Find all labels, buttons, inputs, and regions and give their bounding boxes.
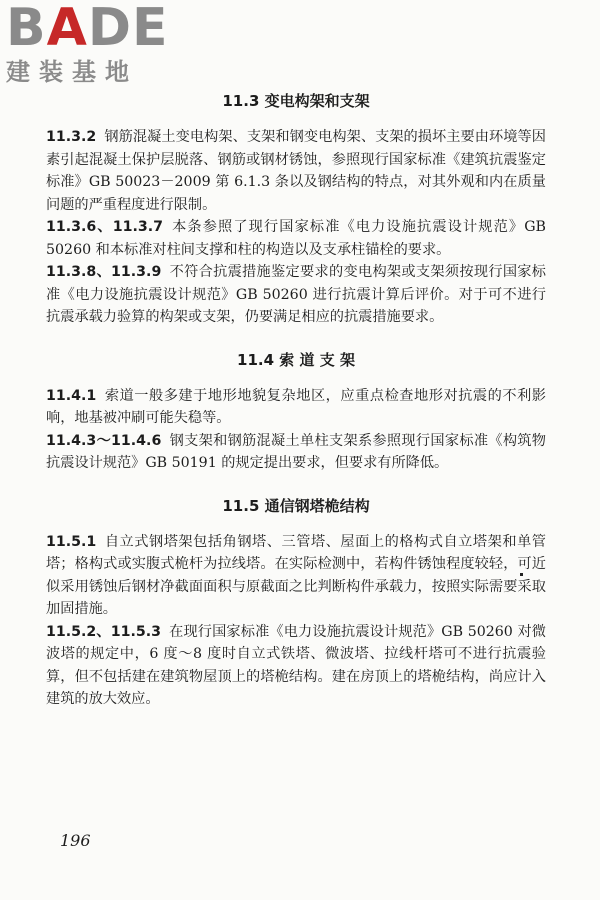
clause-number: 11.4.3～11.4.6 [46, 432, 162, 449]
paragraph [46, 621, 546, 711]
logo-wordmark: BADE [6, 0, 169, 58]
section-title-11-5: 11.5 通信钢塔桅结构 [222, 496, 370, 515]
clause-text: 钢筋混凝土变电构架、支架和钢变电构架、支架的损坏主要由环境等因素引起混凝土保护层脱落、钢筋或钢材锈蚀，参照现行国家标准《建筑抗震鉴定标准》GB 50023－2009 第 6.1.3 条以及钢结构的特点，对其外观和内在质量问题的严重程度进行限制。 [46, 129, 546, 213]
clause-number: 11.3.6、11.3.7 [46, 219, 163, 235]
paragraph [46, 531, 546, 621]
paragraph [46, 216, 546, 261]
paragraph [46, 385, 546, 430]
clause-text: 钢支架和钢筋混凝土单柱支架系参照现行国家标准《构筑物抗震设计规范》GB 50191 的规定提出要求，但要求有所降低。 [46, 432, 546, 471]
page-content [46, 86, 546, 711]
logo-subtitle: 建装基地 [6, 58, 138, 86]
clause-text: 不符合抗震措施鉴定要求的变电构架或支架须按现行国家标准《电力设施抗震设计规范》GB 50260 进行抗震计算后评价。对于可不进行抗震承载力验算的构架或支架，仍要满足相应的抗震措施要求。 [46, 264, 546, 325]
scan-speck [520, 573, 523, 576]
clause-text: 自立式钢塔架包括角钢塔、三管塔、屋面上的格构式自立塔架和单管塔；格构式或实腹式桅杆为拉线塔。在实际检测中，若构件锈蚀程度较轻，可近似采用锈蚀后钢材净截面面积与原截面之比判断构件承载力，按照实际需要采取加固措施。 [46, 533, 546, 617]
paragraph [46, 430, 546, 475]
clause-text: 本条参照了现行国家标准《电力设施抗震设计规范》GB 50260 和本标准对柱间支撑和柱的构造以及支承柱锚栓的要求。 [46, 219, 546, 258]
clause-number: 11.5.1 [46, 533, 97, 550]
clause-number: 11.5.2、11.5.3 [46, 623, 161, 640]
clause-number: 11.4.1 [46, 387, 97, 404]
clause-number: 11.3.8、11.3.9 [46, 264, 162, 280]
section-title-11-4: 11.4 索 道 支 架 [237, 350, 355, 369]
clause-text: 在现行国家标准《电力设施抗震设计规范》GB 50260 对微波塔的规定中，6 度～8 度时自立式铁塔、微波塔、拉线杆塔可不进行抗震验算，但不包括建在建筑物屋顶上的塔桅结构。建在房顶上的塔桅结构，尚应计入建筑的放大效应。 [46, 623, 546, 707]
paragraph [46, 261, 546, 329]
paragraph [46, 126, 546, 216]
page-number: 196 [60, 831, 91, 850]
section-title-11-3: 11.3 变电构架和支架 [222, 92, 370, 110]
clause-number: 11.3.2 [46, 129, 97, 145]
logo [6, 0, 169, 86]
clause-text: 索道一般多建于地形地貌复杂地区，应重点检查地形对抗震的不利影响，地基被冲刷可能失稳等。 [46, 387, 546, 426]
